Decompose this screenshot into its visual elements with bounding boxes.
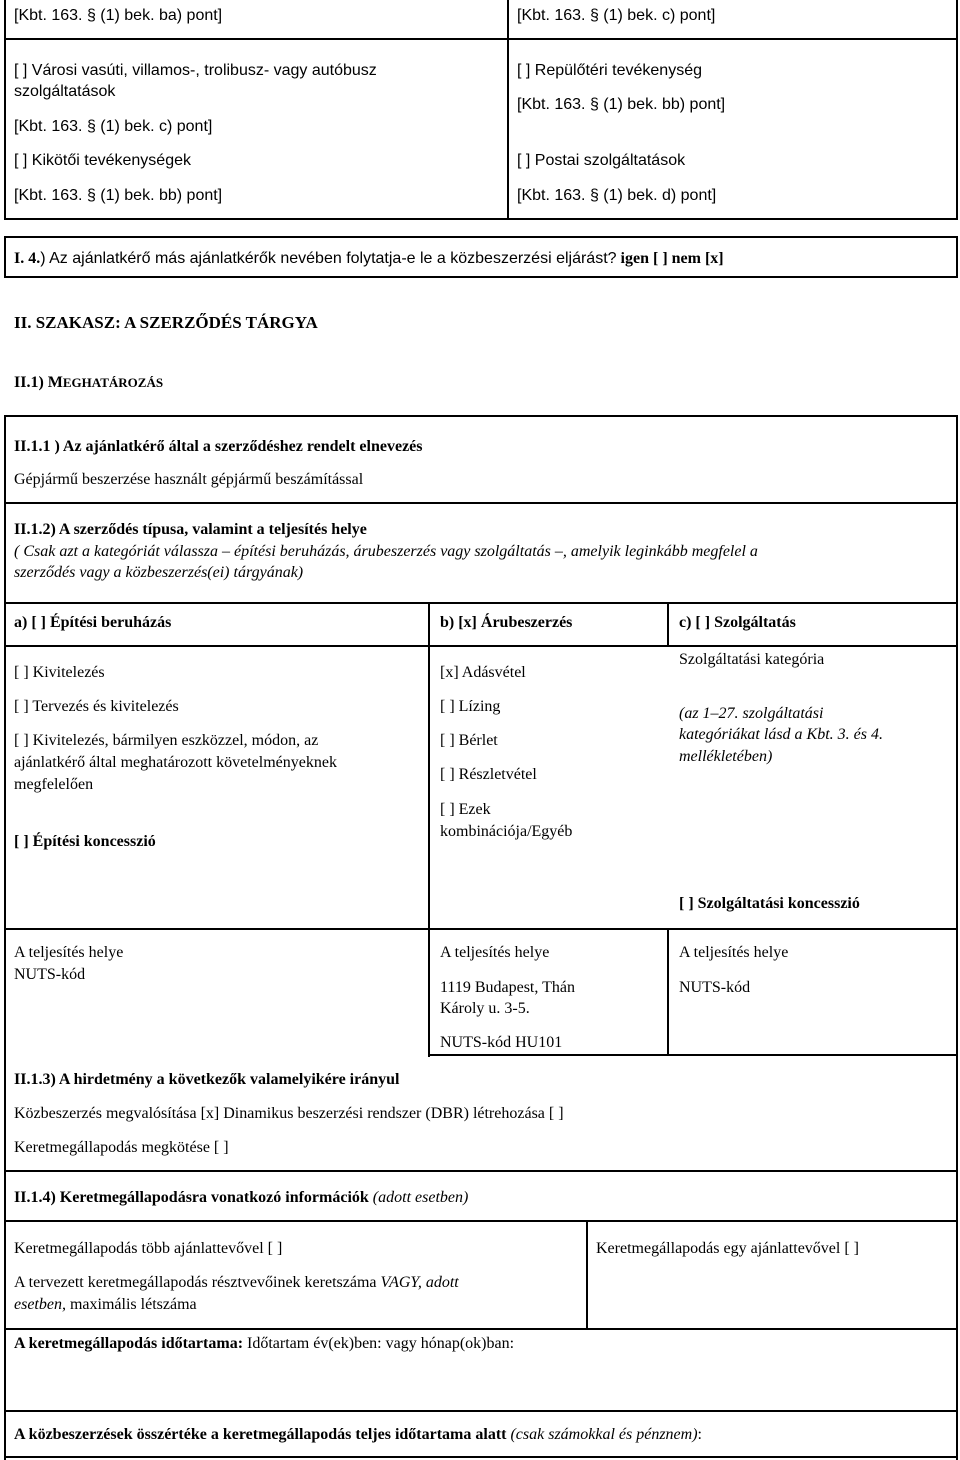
- s213-line: Közbeszerzés megvalósítása [x] Dinamikus beszerzési rendszer (DBR) létrehozása [ ]: [14, 1105, 564, 1122]
- nuts-label: NUTS-kód: [14, 966, 86, 983]
- table-border: [956, 415, 958, 1460]
- place-label: A teljesítés helye: [679, 944, 789, 961]
- col-a-concession: [ ] Építési koncesszió: [14, 833, 156, 850]
- col-b-item: [x] Adásvétel: [440, 664, 526, 681]
- s214-heading: II.1.4) Keretmegállapodásra vonatkozó információk: [14, 1189, 369, 1206]
- s212-note: ( Csak azt a kategóriát válassza – építési beruházás, árubeszerzés vagy szolgáltatás –, amelyik leginkább megfelel a: [14, 543, 758, 560]
- duration-row: [14, 1333, 514, 1354]
- place-address: Károly u. 3-5.: [440, 1000, 530, 1017]
- s214-heading-note: (adott esetben): [372, 1189, 469, 1206]
- table-border: [507, 0, 509, 220]
- framework-count-line: [14, 1294, 197, 1315]
- col-c-concession: [ ] Szolgáltatási koncesszió: [679, 895, 860, 912]
- section-title: II. SZAKASZ: A SZERZŐDÉS TÁRGYA: [14, 313, 318, 332]
- table-border: [428, 602, 430, 1057]
- col-a-item: ajánlatkérő által meghatározott követelményeknek: [14, 754, 337, 771]
- col-c-header: c) [ ] Szolgáltatás: [679, 614, 796, 631]
- table-border: [4, 1170, 958, 1172]
- ref-text: [Kbt. 163. § (1) bek. d) pont]: [517, 187, 717, 204]
- duration-text: Időtartam év(ek)ben: vagy hónap(ok)ban:: [247, 1335, 515, 1352]
- table-border: [667, 928, 669, 1054]
- ref-text: [Kbt. 163. § (1) bek. bb) pont]: [14, 187, 223, 204]
- nuts-code: NUTS-kód HU101: [440, 1034, 563, 1051]
- checkbox-item: [ ] Postai szolgáltatások: [517, 152, 686, 169]
- i4-answer: igen [ ] nem [x]: [620, 250, 724, 267]
- s211-heading: II.1.1 ) Az ajánlatkérő által a szerződéshez rendelt elnevezés: [14, 438, 423, 455]
- table-border: [428, 1054, 958, 1056]
- place-label: A teljesítés helye: [14, 944, 124, 961]
- s211-value: Gépjármű beszerzése használt gépjármű beszámítással: [14, 471, 364, 488]
- ref-text: [Kbt. 163. § (1) bek. c) pont]: [14, 118, 213, 135]
- table-border: [4, 1328, 958, 1330]
- s212-heading: II.1.2) A szerződés típusa, valamint a teljesítés helye: [14, 521, 367, 538]
- col-b-item: [ ] Bérlet: [440, 732, 498, 749]
- table-border: [4, 645, 958, 647]
- col-a-header: a) [ ] Építési beruházás: [14, 614, 172, 631]
- place-label: A teljesítés helye: [440, 944, 550, 961]
- total-value-note: (csak számokkal és pénznem): [510, 1426, 698, 1443]
- ref-text: [Kbt. 163. § (1) bek. bb) pont]: [517, 96, 726, 113]
- ref-text: [Kbt. 163. § (1) bek. ba) pont]: [14, 7, 223, 24]
- table-border: [4, 415, 6, 1460]
- count-text: A tervezett keretmegállapodás résztvevőinek keretszáma: [14, 1274, 377, 1291]
- i4-label: I. 4.: [14, 250, 41, 267]
- table-border: [4, 218, 958, 220]
- framework-multi-option: Keretmegállapodás több ajánlattevővel [ ]: [14, 1240, 283, 1257]
- table-border: [4, 0, 6, 220]
- col-a-item: [ ] Kivitelezés: [14, 664, 105, 681]
- col-b-item: [ ] Ezek: [440, 801, 491, 818]
- table-border: [4, 415, 958, 417]
- place-address: 1119 Budapest, Thán: [440, 979, 575, 996]
- table-border: [4, 1456, 958, 1458]
- checkbox-item: [ ] Kikötői tevékenységek: [14, 152, 191, 169]
- table-border: [4, 602, 958, 604]
- count-vagy: VAGY, adott: [380, 1274, 459, 1291]
- count-text: maximális létszáma: [69, 1296, 197, 1313]
- col-b-header: b) [x] Árubeszerzés: [440, 614, 573, 631]
- i4-question: ) Az ajánlatkérő más ajánlatkérők nevében folytatja-e le a közbeszerzési eljárást?: [40, 250, 617, 267]
- table-border: [4, 38, 958, 40]
- s213-heading: II.1.3) A hirdetmény a következők valamelyikére irányul: [14, 1071, 400, 1088]
- checkbox-item: [ ] Repülőtéri tevékenység: [517, 62, 702, 79]
- i4-row: [14, 248, 724, 269]
- table-border: [956, 236, 958, 278]
- table-border: [956, 0, 958, 220]
- table-border: [586, 1220, 588, 1330]
- total-value-colon: :: [697, 1426, 702, 1443]
- s214-heading-row: [14, 1187, 468, 1208]
- col-c-note: kategóriákat lásd a Kbt. 3. és 4.: [679, 726, 883, 743]
- col-c-category: Szolgáltatási kategória: [679, 651, 825, 668]
- table-border: [4, 1410, 958, 1412]
- col-b-item: kombinációja/Egyéb: [440, 823, 573, 840]
- col-b-item: [ ] Részletvétel: [440, 766, 537, 783]
- table-border: [4, 1220, 958, 1222]
- col-a-item: megfelelően: [14, 776, 94, 793]
- s213-line: Keretmegállapodás megkötése [ ]: [14, 1139, 229, 1156]
- subsection-title: II.1) MEGHATÁROZÁS: [14, 374, 164, 391]
- count-esetben: esetben,: [14, 1296, 66, 1313]
- framework-single-option: Keretmegállapodás egy ajánlattevővel [ ]: [596, 1240, 859, 1257]
- checkbox-item: [ ] Városi vasúti, villamos-, trolibusz- vagy autóbusz: [14, 62, 377, 79]
- col-c-note: (az 1–27. szolgáltatási: [679, 705, 824, 722]
- col-c-note: mellékletében): [679, 748, 773, 765]
- table-border: [4, 502, 958, 504]
- total-value-row: [14, 1424, 702, 1445]
- checkbox-item: szolgáltatások: [14, 83, 116, 100]
- ref-text: [Kbt. 163. § (1) bek. c) pont]: [517, 7, 716, 24]
- table-border: [4, 236, 6, 278]
- col-a-item: [ ] Tervezés és kivitelezés: [14, 698, 179, 715]
- total-value-label: A közbeszerzések összértéke a keretmegállapodás teljes időtartama alatt: [14, 1426, 507, 1443]
- table-border: [667, 602, 669, 645]
- col-a-item: [ ] Kivitelezés, bármilyen eszközzel, módon, az: [14, 732, 319, 749]
- nuts-label: NUTS-kód: [679, 979, 751, 996]
- table-border: [4, 928, 958, 930]
- framework-count-line: [14, 1272, 459, 1293]
- s212-note: szerződés vagy a közbeszerzés(ei) tárgyának): [14, 564, 304, 581]
- col-b-item: [ ] Lízing: [440, 698, 501, 715]
- table-border: [4, 276, 958, 278]
- table-border: [4, 236, 958, 238]
- duration-label: A keretmegállapodás időtartama:: [14, 1335, 244, 1352]
